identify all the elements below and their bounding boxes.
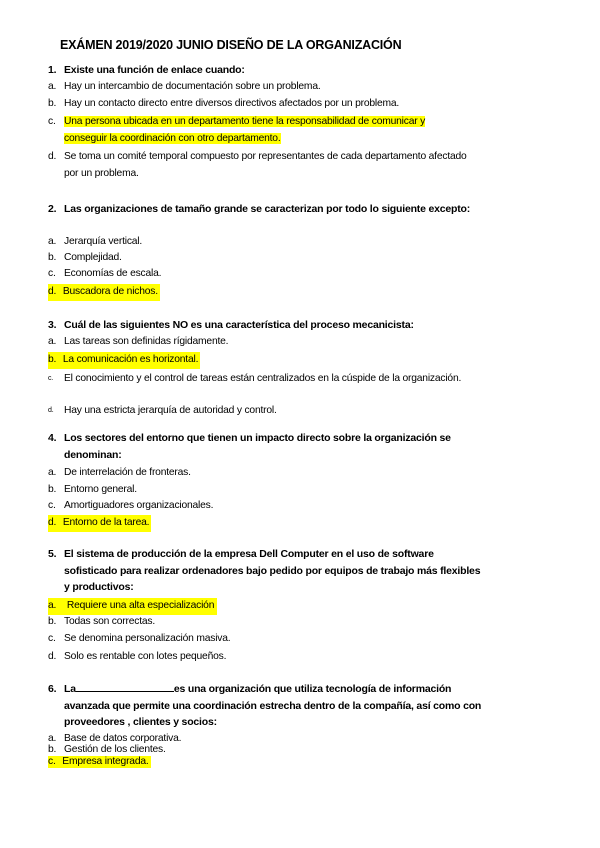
option-letter: b. <box>48 98 57 109</box>
option-1b <box>48 96 468 113</box>
question-text-end: es una organización que utiliza tecnología de información avanzada que permite una coordinación estrecha dentro de la compañía, así como con proveedores , clientes y socios: <box>64 683 482 728</box>
question-number: 6. <box>48 683 57 695</box>
option-letter: b. <box>48 252 57 263</box>
option-letter: c. <box>48 375 54 382</box>
option-letter: c. <box>48 500 56 511</box>
option-text: Se denomina personalización masiva. <box>64 633 231 644</box>
option-letter: a. <box>48 236 57 247</box>
question-4 <box>48 430 488 463</box>
option-letter: b. <box>48 484 57 495</box>
question-text: Los sectores del entorno que tienen un impacto directo sobre la organización se denominan: <box>64 432 451 461</box>
option-text: Todas son correctas. <box>64 616 156 627</box>
option-text: Base de datos corporativa. <box>64 733 182 744</box>
option-letter: d. <box>48 286 57 297</box>
page-title: EXÁMEN 2019/2020 JUNIO DISEÑO DE LA ORGANIZACIÓN <box>60 38 402 52</box>
option-3b <box>48 352 468 369</box>
option-text: De interrelación de fronteras. <box>64 467 191 478</box>
highlighted-answer: Buscadora de nichos. <box>62 286 158 297</box>
option-text: Las tareas son definidas rígidamente. <box>64 336 229 347</box>
option-letter: a. <box>48 467 57 478</box>
option-letter: b. <box>48 354 57 365</box>
option-4d <box>48 515 468 532</box>
option-1a <box>48 79 468 96</box>
option-3a <box>48 334 468 351</box>
option-letter: d. <box>48 151 57 162</box>
option-text: Hay un intercambio de documentación sobre un problema. <box>64 81 321 92</box>
option-letter: d. <box>48 517 57 528</box>
option-letter: c. <box>48 116 56 127</box>
question-3 <box>48 317 488 334</box>
option-text: Economías de escala. <box>64 268 162 279</box>
option-letter: d. <box>48 407 54 414</box>
option-letter: d. <box>48 651 57 662</box>
option-6c <box>48 756 468 768</box>
option-text: Jerarquía vertical. <box>64 236 143 247</box>
option-letter: c. <box>48 633 56 644</box>
option-letter: b. <box>48 616 57 627</box>
question-6 <box>48 681 488 731</box>
question-1 <box>48 62 488 79</box>
option-4b <box>48 482 468 499</box>
question-text: Cuál de las siguientes NO es una característica del proceso mecanicista: <box>64 319 414 331</box>
option-4a <box>48 465 468 482</box>
option-letter: c. <box>48 756 56 767</box>
question-number: 3. <box>48 319 57 331</box>
question-number: 4. <box>48 432 57 444</box>
option-letter: a. <box>48 81 57 92</box>
option-1d <box>48 149 468 182</box>
option-3c <box>48 371 468 388</box>
option-letter: a. <box>48 600 57 611</box>
option-text: Hay una estricta jerarquía de autoridad y control. <box>64 405 277 416</box>
option-2c <box>48 266 468 283</box>
option-letter: a. <box>48 733 57 744</box>
option-5b <box>48 614 468 631</box>
option-2a <box>48 234 468 251</box>
option-2d <box>48 284 468 301</box>
highlighted-answer: Una persona ubicada en un departamento tiene la responsabilidad de comunicar y conseguir la coordinación con otro departamento. <box>64 116 426 144</box>
option-letter: b. <box>48 744 57 755</box>
highlighted-answer: Entorno de la tarea. <box>62 517 150 528</box>
highlighted-answer: La comunicación es horizontal. <box>62 354 199 365</box>
question-text-start: La <box>64 683 76 695</box>
option-5c <box>48 631 468 648</box>
option-4c <box>48 498 468 515</box>
option-text: Amortiguadores organizacionales. <box>64 500 214 511</box>
option-text: Hay un contacto directo entre diversos directivos afectados por un problema. <box>64 98 400 109</box>
option-1c <box>48 114 468 147</box>
option-text: Entorno general. <box>64 484 137 495</box>
question-text: El sistema de producción de la empresa Dell Computer en el uso de software sofisticado para realizar ordenadores bajo pedido por equipos de trabajo más flexibles y productivos: <box>64 548 481 593</box>
option-text: Complejidad. <box>64 252 122 263</box>
option-text: Se toma un comité temporal compuesto por representantes de cada departamento afectado por un problema. <box>64 151 467 179</box>
option-letter: a. <box>48 336 57 347</box>
fill-in-blank <box>76 681 174 692</box>
question-number: 5. <box>48 548 57 560</box>
option-2b <box>48 250 468 267</box>
highlighted-answer: Empresa integrada. <box>62 756 149 767</box>
question-text: Las organizaciones de tamaño grande se caracterizan por todo lo siguiente excepto: <box>64 203 471 215</box>
option-letter: c. <box>48 268 56 279</box>
option-3d <box>48 403 468 420</box>
option-5a <box>48 598 468 615</box>
question-2 <box>48 201 488 218</box>
question-5 <box>48 546 488 596</box>
highlighted-answer: Requiere una alta especialización <box>66 600 215 611</box>
option-text: Gestión de los clientes. <box>64 744 166 755</box>
option-text: Solo es rentable con lotes pequeños. <box>64 651 227 662</box>
question-number: 2. <box>48 203 57 215</box>
question-number: 1. <box>48 64 57 76</box>
option-5d <box>48 649 468 666</box>
option-text: El conocimiento y el control de tareas están centralizados en la cúspide de la organización. <box>64 373 462 384</box>
option-6b <box>48 744 468 756</box>
question-text: Existe una función de enlace cuando: <box>64 64 245 76</box>
